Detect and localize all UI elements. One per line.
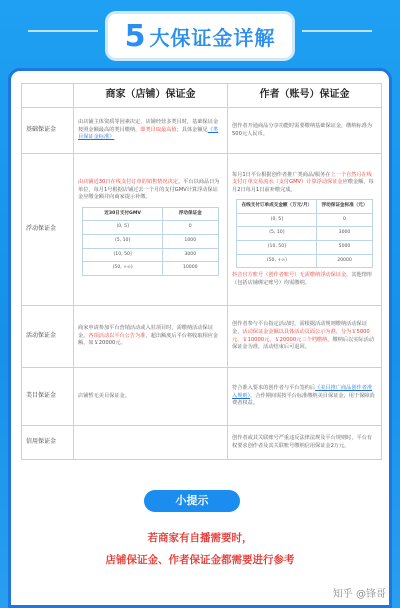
activity-merchant-text-2: ，超出额度后平台将收取相应金额，如￥20000元。 [78,332,219,347]
mini-cell: (5, 10] [83,234,163,248]
header-empty-cell [22,84,74,108]
merchant-column-header: 商家（店铺）保证金 [74,84,228,108]
mini-cell: 3000 [317,227,372,241]
float-author-cell [228,154,382,306]
tip-line-1: 若商家有自播需要时， [147,532,253,544]
deposit-table [21,83,382,460]
credit-merchant-cell [74,426,228,460]
beauty-author-text-2: ，合作期间需按平台标准缴纳美目保证金，用于保障消费者权益。 [232,392,375,407]
beauty-merchant-cell: 店铺暂无美目保证金。 [74,368,228,426]
basic-merchant-cell [74,108,228,154]
float-author-text: 每月1日平台根据创作者推广类商品/服务在 [232,171,331,178]
tips-button[interactable]: 小提示 [144,490,240,512]
basic-merchant-text-2: ；具体金额见 [176,126,208,133]
table-row [22,368,382,426]
title-right-deco [302,30,372,32]
row-label-basic: 基础保证金 [22,108,74,154]
row-label-beauty: 美目保证金 [22,368,74,426]
basic-merchant-highlight: 即类目取最高值 [140,126,177,133]
merchant-float-table [82,207,218,276]
mini-cell: (5, 10] [237,227,317,241]
title-box [108,14,292,58]
mini-cell: 10000 [162,262,218,276]
float-author-note: ，其他情形（包括店铺绑定账号）均需缴纳。 [232,272,373,286]
watermark: 知乎 @锋哥 [332,589,386,600]
float-author-note-highlight: 抖音官方账号（创作者账号）无需缴纳浮动保证金 [232,272,347,279]
float-merchant-text: 。平台以商品日为单位，每月1号根据店铺过去一个月的支付GMV计算浮动保证金应缴金额并向商家提示补缴。 [78,179,220,201]
mini-cell: 3000 [162,248,218,262]
mini-cell: 0 [162,221,218,235]
mini-cell: 5000 [317,241,372,255]
activity-merchant-highlight: 各项活动以平台公告为准 [88,332,146,339]
title-banner [0,8,400,66]
table-header-row [22,84,382,108]
mini-cell: 20000 [317,254,372,268]
title-left-deco [28,30,98,32]
row-label-credit: 信用保证金 [22,426,74,460]
table-row [22,108,382,154]
credit-author-cell: 创作者或其关联账号严重违反法律法规及平台规则时，平台有权要求创作者及其关联账号缴纳信用保证金2万元。 [228,426,382,460]
mini-header: 近30日支付GMV [83,207,163,221]
activity-merchant-text: 商家申请参加平台营销活动或入驻项目时，需缴纳活动保证金。 [78,325,213,339]
activity-author-text: 创作者参与平台指定活动时，需根据活动规则缴纳活动保证金， [232,321,367,335]
mini-cell: (50, +∞) [237,254,317,268]
category-deposit-link[interactable]: 《类目保证金标准》 [78,126,219,141]
mini-cell: 1000 [162,234,218,248]
author-float-table [236,199,372,268]
table-row [22,426,382,460]
mini-header: 在线支付订单成交金额（万元/月） [237,200,317,214]
table-row [22,306,382,368]
float-merchant-cell [74,154,228,306]
activity-author-highlight: 活动保证金金额以具体活动页面公示为准，分为￥5000元、￥10000元、￥20000元三个档缴纳 [232,328,370,343]
content-card [8,68,392,608]
row-label-activity: 活动保证金 [22,306,74,368]
row-label-float: 浮动保证金 [22,154,74,306]
mini-cell: (10, 50] [237,241,317,255]
mini-header: 浮动保证金标准（元） [317,200,372,214]
beauty-author-cell [228,368,382,426]
float-merchant-highlight: 由店铺近30日在线支付订单的销售情况决定 [78,179,178,186]
mini-header: 浮动保证金 [162,207,218,221]
activity-merchant-cell [74,306,228,368]
basic-merchant-text: 由店铺主体资质等因素决定，店铺经营多类目时，基础保证金按照金额最高的类目缴纳， [78,119,219,133]
page-title: 大保证金详解 [149,25,276,50]
tip-line-2: 店铺保证金、作者保证金都需要进行参考 [105,554,295,566]
float-author-text-2: 应缴金额，每月2日每月1日前补缴完成。 [232,179,374,193]
author-column-header: 作者（账号）保证金 [228,84,382,108]
table-row [22,154,382,306]
mini-cell: (0, 5] [237,213,317,227]
activity-author-cell [228,306,382,368]
basic-author-cell: 创作者开通商品分享功能时需要缴纳基础保证金，缴纳标准为500元人民币。 [228,108,382,154]
beauty-rules-link[interactable]: 《美目推广商品创作者准入规则》 [232,385,373,399]
mini-cell: (10, 50] [83,248,163,262]
beauty-author-text: 符合准入要求的创作者与平台签约后 [232,385,316,392]
title-number: 5 [124,18,146,54]
float-author-highlight: 上一个自然月在线支付订单交易流水（支付GMV）计算浮动保证金 [232,171,372,186]
activity-author-text-2: ，缴纳后以实际活动保证金为准，活动结束后可退回。 [232,336,374,351]
mini-cell: (50, +∞) [83,262,163,276]
mini-cell: 0 [317,213,372,227]
mini-cell: (0, 5] [83,221,163,235]
